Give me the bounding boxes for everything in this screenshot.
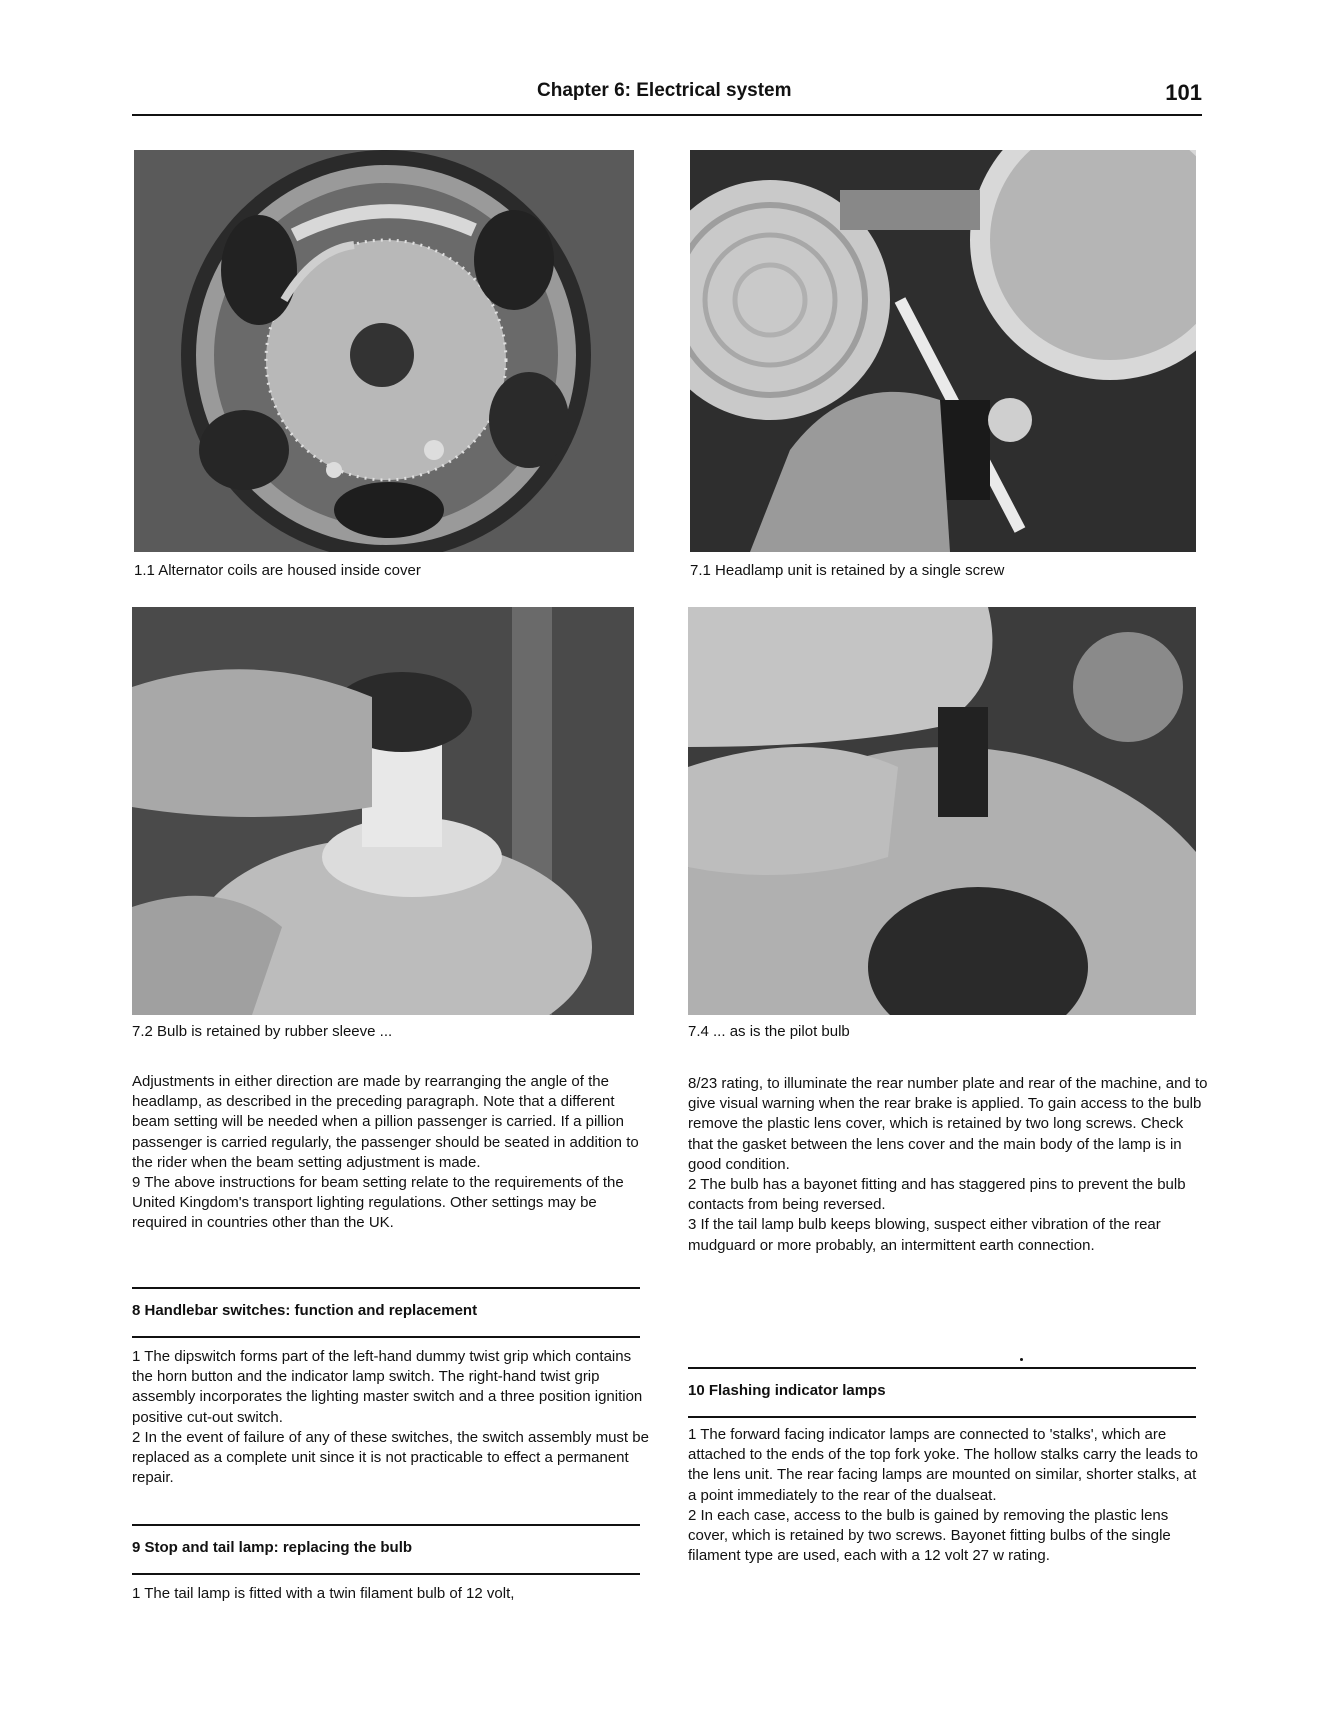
right-column-continued [688,1074,1208,1256]
section-10-heading: 10 Flashing indicator lamps [688,1367,1196,1418]
photo-headlamp-screw [690,150,1196,552]
section-10-paragraph-1: 1 The forward facing indicator lamps are connected to 'stalks', which are attached to the ends of the top fork yoke. The hollow stalks carry the leads to the lens unit. The rear facing lamps are mounted on similar, shorter stalks, at a point immediately to the rear of the dualseat. [688,1426,1199,1504]
section-8-paragraph-2: 2 In the event of failure of any of these switches, the switch assembly must be replaced as a complete unit since it is not practicable to effect a permanent repair. [132,1428,649,1487]
paragraph-tail-lamp-continued: 8/23 rating, to illuminate the rear number plate and rear of the machine, and to give visual warning when the rear brake is applied. To gain access to the bulb remove the plastic lens cover, which is retained by two long screws. Check that the gasket between the lens cover and the main body of the lamp is in good condition. [688,1075,1208,1173]
section-9-body [132,1584,652,1604]
section-9-paragraph-1: 1 The tail lamp is fitted with a twin filament bulb of 12 volt, [132,1585,515,1602]
caption-fig-7-4: 7.4 ... as is the pilot bulb [688,1023,850,1040]
section-10-body [688,1425,1208,1566]
section-9-heading: 9 Stop and tail lamp: replacing the bulb [132,1524,640,1575]
chapter-title: Chapter 6: Electrical system [537,80,792,101]
paragraph-beam-adjustment: Adjustments in either direction are made by rearranging the angle of the headlamp, as described in the preceding paragraph. Note that a different beam setting will be needed when a pillion passenger is carried. If a pillion passenger is carried regularly, the passenger should be seated in addition to the rider when the beam setting adjustment is made. [132,1073,639,1171]
stray-dot [1020,1358,1023,1361]
page-number: 101 [1165,80,1202,105]
caption-fig-7-2: 7.2 Bulb is retained by rubber sleeve ... [132,1023,393,1040]
photo-alternator-coils [134,150,634,552]
paragraph-9: 9 The above instructions for beam setting relate to the requirements of the United Kingdom's transport lighting regulations. Other settings may be required in countries other than the UK. [132,1174,624,1232]
caption-fig-1-1: 1.1 Alternator coils are housed inside cover [134,562,421,579]
section-8-heading: 8 Handlebar switches: function and replacement [132,1287,640,1338]
left-column-intro [132,1072,652,1234]
section-10-paragraph-2: 2 In each case, access to the bulb is gained by removing the plastic lens cover, which is retained by two screws. Bayonet fitting bulbs of the single filament type are used, each with a 12 volt 27 w rating. [688,1506,1171,1565]
section-8-paragraph-1: 1 The dipswitch forms part of the left-hand dummy twist grip which contains the horn button and the indicator lamp switch. The right-hand twist grip assembly incorporates the lighting master switch and a three position ignition positive cut-out switch. [132,1348,643,1426]
page-header [132,78,1202,116]
photo-pilot-bulb [688,607,1196,1015]
section-8-body [132,1347,652,1488]
paragraph-3-blowing: 3 If the tail lamp bulb keeps blowing, suspect either vibration of the rear mudguard or more probably, an intermittent earth connection. [688,1216,1161,1254]
caption-fig-7-1: 7.1 Headlamp unit is retained by a single screw [690,562,1005,579]
photo-bulb-rubber-sleeve [132,607,634,1015]
paragraph-2-bayonet: 2 The bulb has a bayonet fitting and has staggered pins to prevent the bulb contacts from being reversed. [688,1176,1186,1214]
